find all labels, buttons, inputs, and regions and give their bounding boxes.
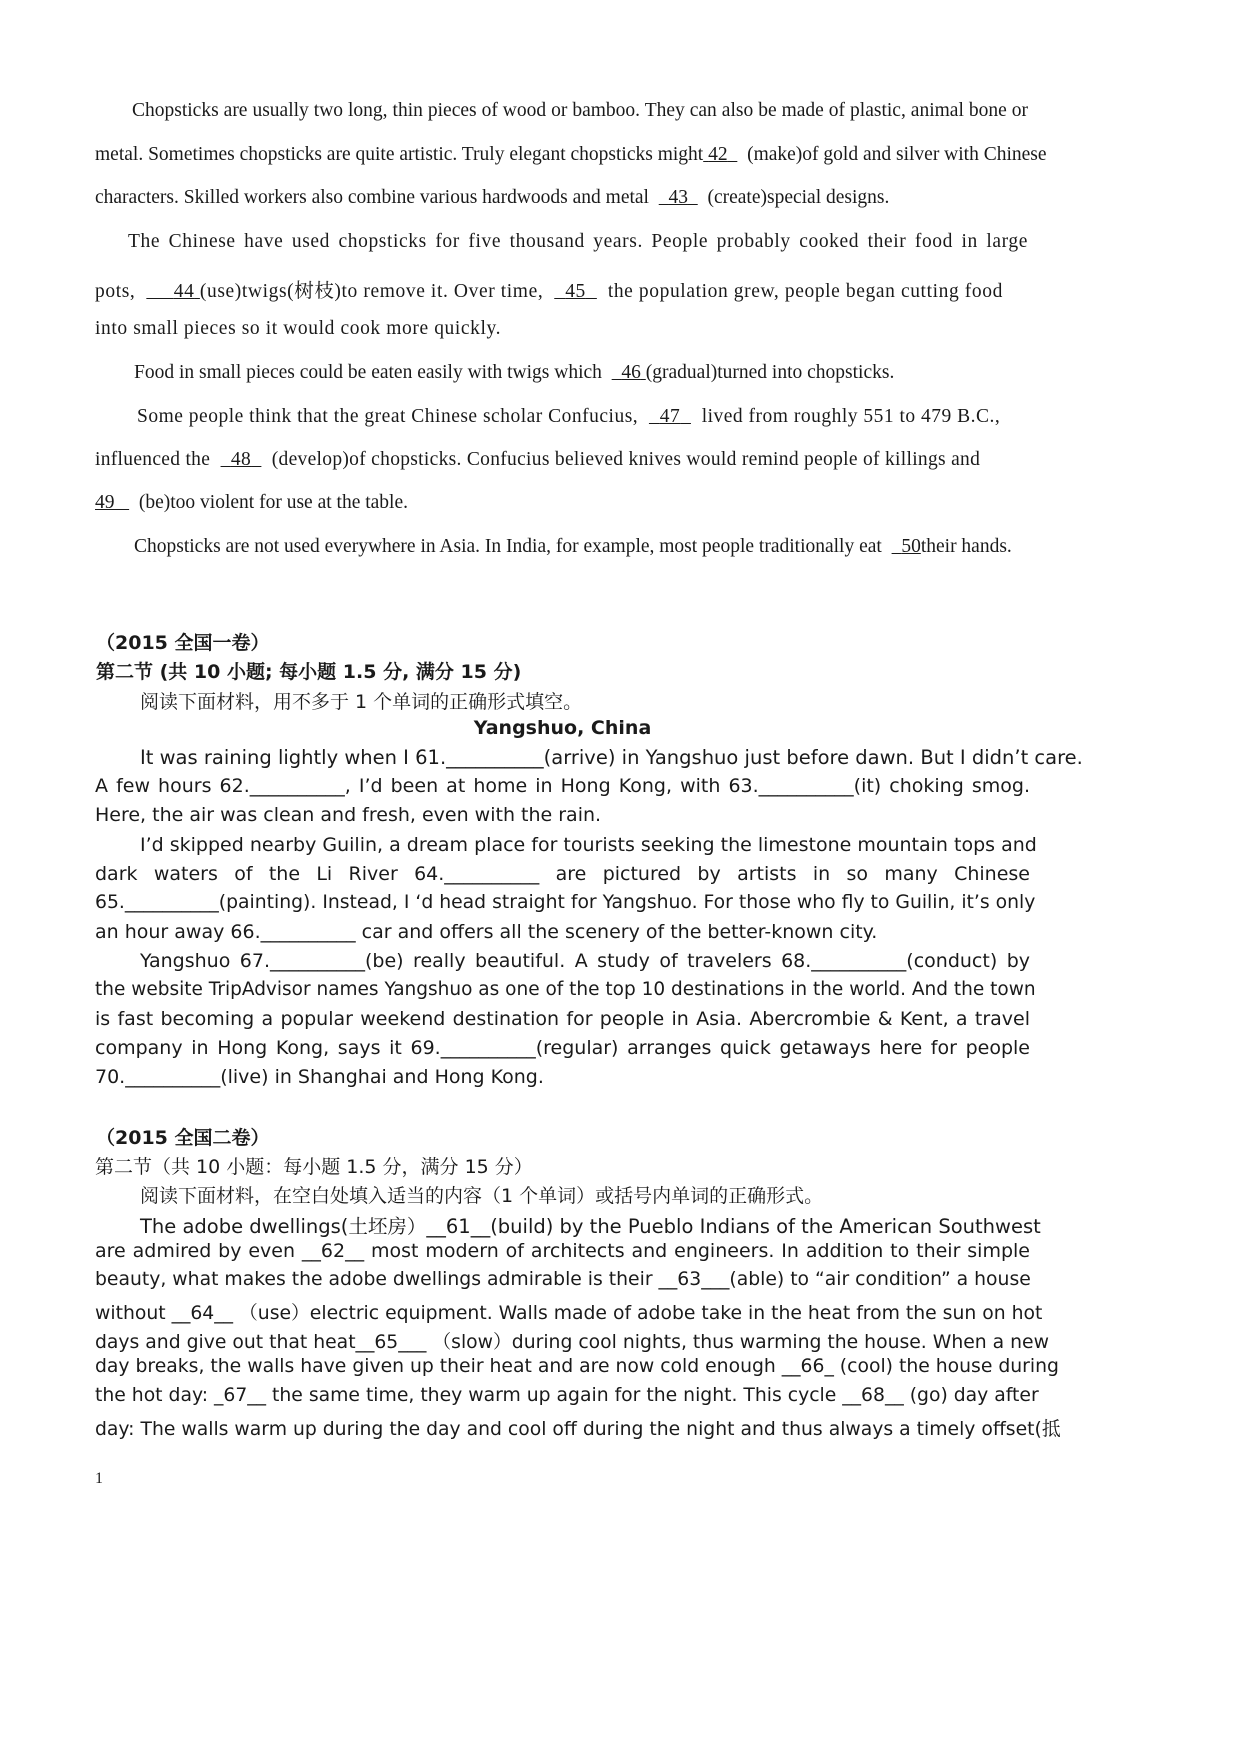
text: Chopsticks are not used everywhere in Asia. In India, for example, most people traditionally eat bbox=[134, 536, 882, 557]
section1-line-11: company in Hong Kong, says it 69.__________(regular) arranges quick getaways here for people bbox=[95, 1037, 1030, 1059]
blank-44: 44 bbox=[173, 281, 195, 302]
section1-line-1: It was raining lightly when I 61.__________(arrive) in Yangshuo just before dawn. But I didn’t care. bbox=[140, 746, 1083, 769]
text: (create)special designs. bbox=[707, 187, 890, 208]
passage1-line-3 bbox=[95, 187, 889, 209]
blank-42: 42 bbox=[708, 144, 728, 165]
text: (use)twigs(树枝)to remove it. Over time, bbox=[199, 281, 544, 302]
section1-line-3: Here, the air was clean and fresh, even with the rain. bbox=[95, 804, 602, 826]
blank-49: 49 bbox=[95, 492, 115, 513]
blank-50: 50 bbox=[901, 536, 921, 557]
text: characters. Skilled workers also combine various hardwoods and metal bbox=[95, 187, 649, 208]
text: (make)of gold and silver with Chinese bbox=[747, 144, 1047, 165]
blank-45: 45 bbox=[565, 281, 586, 302]
passage1-line-5 bbox=[95, 275, 1050, 303]
section1-line-5: dark waters of the Li River 64.__________ are pictured by artists in so many Chinese bbox=[95, 863, 1030, 885]
section2-line-3: beauty, what makes the adobe dwellings admirable is their __63___(able) to “air condition” a house bbox=[95, 1269, 1031, 1290]
section1-year: （2015 全国一卷） bbox=[96, 632, 270, 654]
passage1-line-7 bbox=[134, 362, 894, 384]
section2-heading: 第二节（共 10 小题：每小题 1.5 分，满分 15 分） bbox=[95, 1156, 533, 1178]
section1-line-4: I’d skipped nearby Guilin, a dream place for tourists seeking the limestone mountain tops and bbox=[140, 834, 1037, 856]
text: the population grew, people began cutting food bbox=[607, 281, 1003, 302]
section1-line-9: the website TripAdvisor names Yangshuo as one of the top 10 destinations in the world. And the town bbox=[95, 979, 1036, 1000]
passage1-line-10 bbox=[95, 492, 408, 514]
section1-line-10: is fast becoming a popular weekend destination for people in Asia. Abercrombie & Kent, a travel bbox=[95, 1008, 1030, 1030]
blank-46: 46 bbox=[621, 362, 641, 383]
section2-year: （2015 全国二卷） bbox=[96, 1127, 270, 1149]
page-number: 1 bbox=[95, 1470, 103, 1487]
passage1-line-8 bbox=[137, 406, 1031, 428]
text: Chopsticks are usually two long, thin pieces of wood or bamboo. They can also be made of plastic, animal bone or bbox=[132, 100, 1028, 121]
section1-line-8: Yangshuo 67.__________(be) really beautiful. A study of travelers 68.__________(conduct) by bbox=[140, 950, 1030, 972]
text: lived from roughly 551 to 479 B.C., bbox=[701, 406, 1001, 427]
text: The Chinese have used chopsticks for five thousand years. People probably cooked their food in large bbox=[128, 231, 1028, 252]
section2-line-8: day: The walls warm up during the day and cool off during the night and thus always a timely offset(抵 bbox=[95, 1419, 1061, 1440]
section2-line-1: The adobe dwellings(土坯房）__61__(build) by the Pueblo Indians of the American Southwest bbox=[140, 1215, 1041, 1238]
text: Food in small pieces could be eaten easily with twigs which bbox=[134, 362, 602, 383]
section1-line-2: A few hours 62.__________, I’d been at home in Hong Kong, with 63.__________(it) choking smog. bbox=[95, 775, 1030, 797]
section1-line-6: 65.__________(painting). Instead, I ‘d head straight for Yangshuo. For those who fly to Guilin, it’s only bbox=[95, 892, 1036, 913]
text: (develop)of chopsticks. Confucius believed knives would remind people of killings and bbox=[271, 449, 981, 470]
section1-line-12: 70.__________(live) in Shanghai and Hong Kong. bbox=[95, 1066, 544, 1088]
text: (be)too violent for use at the table. bbox=[138, 492, 408, 513]
blank-47: 47 bbox=[659, 406, 681, 427]
section2-line-7: the hot day: _67__ the same time, they warm up again for the night. This cycle __68__ (go) day after bbox=[95, 1385, 1039, 1406]
text: their hands. bbox=[920, 536, 1012, 557]
passage1-line-4 bbox=[128, 231, 1028, 253]
section2-line-5: days and give out that heat__65___ （slow）during cool nights, thus warming the house. When a new bbox=[95, 1332, 1049, 1353]
text: Some people think that the great Chinese scholar Confucius, bbox=[137, 406, 639, 427]
section2-line-4: without __64__ （use）electric equipment. Walls made of adobe take in the heat from the sun on hot bbox=[95, 1303, 1043, 1324]
passage1-line-2 bbox=[95, 144, 1047, 166]
section2-line-6: day breaks, the walls have given up their heat and are now cold enough __66_ (cool) the house during bbox=[95, 1356, 1059, 1377]
section1-line-7: an hour away 66.__________ car and offers all the scenery of the better-known city. bbox=[95, 921, 878, 943]
blank-48: 48 bbox=[230, 449, 252, 470]
section2-line-2: are admired by even __62__ most modern of architects and engineers. In addition to their simple bbox=[95, 1240, 1030, 1262]
passage1-line-11 bbox=[134, 536, 1012, 558]
blank-43: 43 bbox=[668, 187, 688, 208]
text: (gradual)turned into chopsticks. bbox=[645, 362, 895, 383]
passage1-line-1 bbox=[132, 100, 1028, 122]
section2-instruction: 阅读下面材料，在空白处填入适当的内容（1 个单词）或括号内单词的正确形式。 bbox=[140, 1185, 824, 1207]
text: influenced the bbox=[95, 449, 211, 470]
section1-title: Yangshuo, China bbox=[473, 717, 652, 739]
section1-heading: 第二节 (共 10 小题; 每小题 1.5 分, 满分 15 分) bbox=[96, 661, 522, 683]
passage1-line-9 bbox=[95, 449, 1030, 471]
passage1-line-6 bbox=[95, 318, 501, 340]
text: pots, bbox=[95, 281, 136, 302]
section1-instruction: 阅读下面材料，用不多于 1 个单词的正确形式填空。 bbox=[140, 691, 583, 713]
text: into small pieces so it would cook more quickly. bbox=[95, 318, 502, 339]
text: metal. Sometimes chopsticks are quite artistic. Truly elegant chopsticks might bbox=[95, 144, 704, 165]
